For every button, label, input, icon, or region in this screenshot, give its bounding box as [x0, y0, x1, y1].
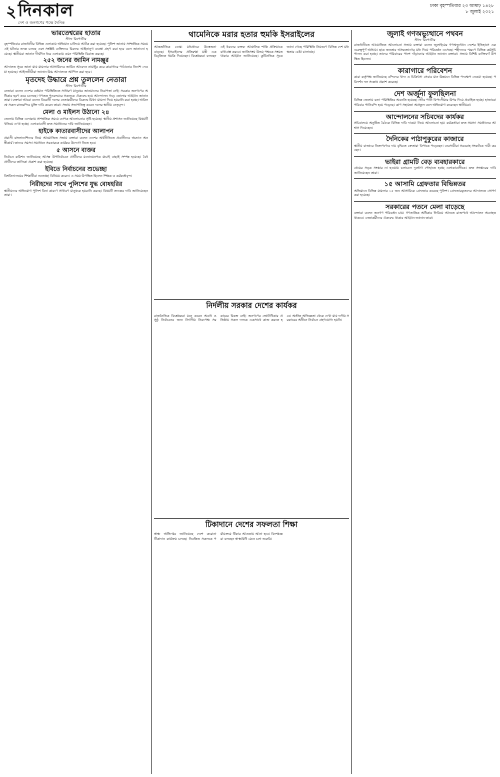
headline: সরকারের পতনে মেলা বাড়েছে: [354, 201, 496, 211]
article-body: আন্তর্জাতিক ডেস্ক। মধ্যপ্রাচ্যে উত্তেজনা বাড়ছে। ইসরাইলের প্রতিরক্ষা মন্ত্রী এক বিবৃতিতে হুমকি দিয়েছেন। বিশ্লেষকরা বলছেন এই ধরনের বক্তব্য আঞ্চলিক শান্তি প্রক্রিয়াকে বাধাগ্রস্ত করবে। জাতিসংঘ উভয় পক্ষকে সংযত থাকার আহ্বান জানিয়েছে। কূটনৈতিক সূত্রে জানা গেছে পরিস্থিতি নিয়ন্ত্রণে বিভিন্ন দেশ মধ্যস্থতার চেষ্টা চালাচ্ছে।: [154, 45, 349, 59]
page-number: ২: [6, 2, 17, 21]
headline: দেশ অর্জুনা ফুলছিলনা: [354, 87, 496, 98]
headline: মৃতদেহ উদ্ধারে প্রশ্ন তুললেন নেতারা: [25, 75, 127, 85]
middle-column: [154, 30, 349, 774]
headline: ইবিতে নির্বাচনের শুভেচ্ছা: [45, 166, 107, 174]
byline: স্টাফ রিপোর্টার: [414, 38, 436, 43]
article-body: রাজনৈতিক বিশ্লেষকরা মনে করেন অবাধ ও সুষ্ঠু নির্বাচনের জন্য নির্দলীয় নিরপেক্ষ সরকারের বিকল্প নেই। জনগণের ভোটাধিকার প্রতিষ্ঠায় সকল দলকে একসাথে কাজ করতে হবে। অতীত অভিজ্ঞতা থেকে দেখা যায় দলীয় সরকারের অধীনে নির্বাচন গ্রহণযোগ্য হয়নি।: [154, 313, 349, 323]
headline: ৫ আসনে ব্যক্তর: [56, 147, 96, 155]
header-rule: [4, 26, 496, 27]
article-body: বিভিন্ন জেলায় বন্যা পরিস্থিতির অবনতি হয়েছে। নদীর পানি বিপদসীমার উপর দিয়ে প্রবাহিত হচ্ছে। হাজারো পরিবার পানিবন্দি হয়ে পড়েছে। ত্রাণ সহায়তা অপ্রতুল বলে অভিযোগ করেছেন স্থানীয়রা।: [354, 98, 496, 107]
article-body: গ্রামের সড়ক সংস্কার না হওয়ায় চলাচলে দুর্ভোগ পোহাতে হচ্ছে এলাকাবাসীকে। দ্রুত সংস্কারের দাবি জানিয়েছেন তারা।: [354, 166, 496, 175]
article-body: স্থানীয় বাজারে নিত্যপণ্যের দাম বৃদ্ধিতে ক্রেতারা বিপাকে পড়েছেন। ব্যবসায়ীরা সরবরাহ সংকটকে দায়ী করছেন।: [354, 143, 496, 153]
headline: মেলা ও মাইলস উঠানো ২৪: [42, 109, 110, 117]
headline: থামেনিকে মরার হতার হুমকি ইসরাইলের: [154, 30, 349, 42]
date-line: ৮ জুলাই ২০২১: [465, 10, 494, 15]
article-body: আদালত সূত্রে জানা যায় মামলার আসামিদের জামিন আবেদন নামঞ্জুর করে কারাগারে পাঠানোর নির্দেশ দেওয়া হয়েছে। আইনজীবীরা জানান উচ্চ আদালতে আপিল করা হবে।: [4, 65, 148, 74]
article-body: বৃহস্পতিবার রাজধানীর বিভিন্ন এলাকায় অভিযান চালিয়ে আটক করা হয়েছে। পুলিশ জানায় সাম্প্রতিক সময়ে এই ঘটনার তদন্ত চলছে এবং সংশ্লিষ্ট ব্যক্তিদের বিরুদ্ধে আইনানুগ ব্যবস্থা গ্রহণ করা হবে বলে জানানো হয়েছে। স্থানীয়রা জানান দীর্ঘদিন ধরে এলাকায় এমন পরিস্থিতি বিরাজ করছে।: [4, 42, 148, 56]
article-body: অভিযানে বিভিন্ন মামলার ১৫ জন আসামিকে গ্রেফতার করেছে পুলিশ। গ্রেফতারকৃতদের আদালতে সোপর্দ করা হয়েছে।: [354, 188, 496, 198]
article-body: সচিবালয়ে অনুষ্ঠিত বৈঠকে বিভিন্ন দাবি দাওয়া নিয়ে আলোচনা হয়। কর্মকর্তারা দ্রুত সমস্যা সমাধানের আশ্বাস দিয়েছেন।: [354, 120, 496, 130]
article-body: নির্বাচন কমিশন জানিয়েছে আসন্ন উপনির্বাচনে প্রার্থীদের মনোনয়নপত্র যাচাই বাছাই সম্পন্ন হয়েছে। বৈধ প্রার্থীদের তালিকা প্রকাশ করা হয়েছে।: [4, 155, 148, 164]
left-column: [4, 30, 148, 774]
byline: স্টাফ রিপোর্টার: [65, 84, 87, 89]
headline: নির্দলীয় সরকার দেশের কার্যকর: [154, 299, 349, 311]
masthead-title: দিনকাল: [18, 1, 74, 21]
headline: আন্দোলনের সচিবদের কার্যকর: [354, 111, 496, 121]
column-divider: [151, 30, 152, 774]
article-body: জেলায় বিভিন্ন এলাকায় সাম্প্রতিক সময়ে ব্যাপক আলোচনার সৃষ্টি হয়েছে। স্থানীয় প্রশাসন জানিয়েছে বিষয়টি খতিয়ে দেখা হচ্ছে। এলাকাবাসী দ্রুত সমাধানের দাবি জানিয়েছেন।: [4, 117, 148, 126]
article-body: প্রবাসী বাংলাদেশিদের নিয়ে আয়োজিত সভায় বক্তারা বলেন দেশের অর্থনীতিতে প্রবাসীদের অবদান অনস্বীকার্য। তাদের সমস্যা সমাধানে সরকারকে কার্যকর উদ্যোগ নিতে হবে।: [4, 136, 148, 145]
right-column: [354, 30, 496, 774]
headline: দৈনিকের পাঠাপুকুরের কাজারে: [354, 133, 496, 143]
headline: কারাগারে পরিবেশন: [354, 64, 496, 75]
article-body: রাজধানীতে আয়োজিত আলোচনা সভায় বক্তারা বলেন জুলাইয়ের গণঅভ্যুত্থান দেশের ইতিহাসে এক গুরুত্বপূর্ণ অধ্যায়। ছাত্র জনতার আত্মত্যাগের মধ্য দিয়ে পরিবর্তন এসেছে। শহীদদের স্মরণে বিভিন্ন কর্মসূচি পালন করা হচ্ছে। তাদের পরিবারের পাশে দাঁড়ানোর আহ্বান জানান বক্তারা। সভায় বিশিষ্ট ব্যক্তিবর্গ উপস্থিত ছিলেন।: [354, 43, 496, 61]
headline: টিকাদানে দেশের সফলতা শিক্ষা: [154, 518, 349, 530]
headline: হাইকে কাতারবাসীদের আলাপন: [38, 128, 114, 136]
column-divider: [351, 30, 352, 774]
article-body: স্থানীয়দের অভিযোগ পুলিশ বিনা কারণে সাধারণ মানুষকে হয়রানি করছে। বিষয়টি তদন্তের দাবি জানিয়েছেন তারা।: [4, 188, 148, 198]
date-box: [422, 4, 494, 16]
date-line: ঢাকা বৃহস্পতিবার ২৩ আষাঢ় ১৪২৮: [429, 4, 494, 9]
masthead-tagline: দেশ ও জনগণের পক্ষে দৈনিক: [18, 20, 65, 25]
headline: ১৫ আসামি গ্রেফতার বিভিন্নতর: [354, 178, 496, 188]
article-body: নেতারা বলেন দেশের বর্তমান পরিস্থিতিতে সাধারণ মানুষের জানমালের নিরাপত্তা নেই। সরকার জনগণের অধিকার হরণ করে চলেছে। গণতন্ত্র পুনরুদ্ধারে সকলকে ঐক্যবদ্ধ হয়ে আন্দোলন গড়ে তোলার আহ্বান জানান তারা। বক্তারা আরো বলেন বিরোধী দলের নেতাকর্মীদের বিরুদ্ধে মিথ্যা মামলা দিয়ে হয়রানি করা হচ্ছে। অবিলম্বে সকল রাজবন্দির মুক্তি দাবি করেন তারা। সভায় সভাপতিত্ব করেন দলের স্থানীয় নেতৃবৃন্দ।: [4, 89, 148, 107]
headline: ভারতেশ্বরের হাতার: [51, 30, 101, 37]
article-body: কারা কর্তৃপক্ষ জানিয়েছে বন্দিদের খাদ্য ও চিকিৎসা সেবার মান উন্নয়নে বিভিন্ন পদক্ষেপ নেওয়া হয়েছে। পরিদর্শন দল সন্তোষ প্রকাশ করেছে।: [354, 75, 496, 84]
headline: জুলাই গণঅভ্যুত্থানে পথবন: [387, 30, 463, 38]
article-body: স্বাস্থ্য অধিদপ্তর জানিয়েছে দেশে করোনা টিকাদান কার্যক্রম চলছে। নিবন্ধিত সকলকে পর্যায়ক্রমে টিকার আওতায় আনা হবে। বিশেষজ্ঞরা বলছেন স্বাস্থ্যবিধি মেনে চলা জরুরি।: [154, 532, 283, 541]
article-body: বক্তারা বলেন জনগণ পরিবর্তন চায়। গণতান্ত্রিক অধিকার ফিরিয়ে আনতে রাজপথে আন্দোলন অব্যাহত থাকবে। নেতাকর্মীদের ঐক্যবদ্ধ থাকার আহ্বান জানান তারা।: [354, 211, 496, 220]
headline: ২৫২ জনের জামিন নামঞ্জুর: [43, 57, 109, 65]
byline: স্টাফ রিপোর্টার: [65, 37, 87, 42]
headline: নিরীহদের সাথে পুলিশের যুদ্ধ বোধহরির: [29, 180, 123, 188]
headline: ভাইরা গ্রামটি বেড় ব্যবহারকারে: [354, 156, 496, 166]
article-body: বিশ্ববিদ্যালয়ের শিক্ষার্থীরা শুভেচ্ছা বিনিময় করেন। এ সময় উপস্থিত ছিলেন শিক্ষক ও কর্মকর্তাবৃন্দ।: [4, 174, 133, 179]
